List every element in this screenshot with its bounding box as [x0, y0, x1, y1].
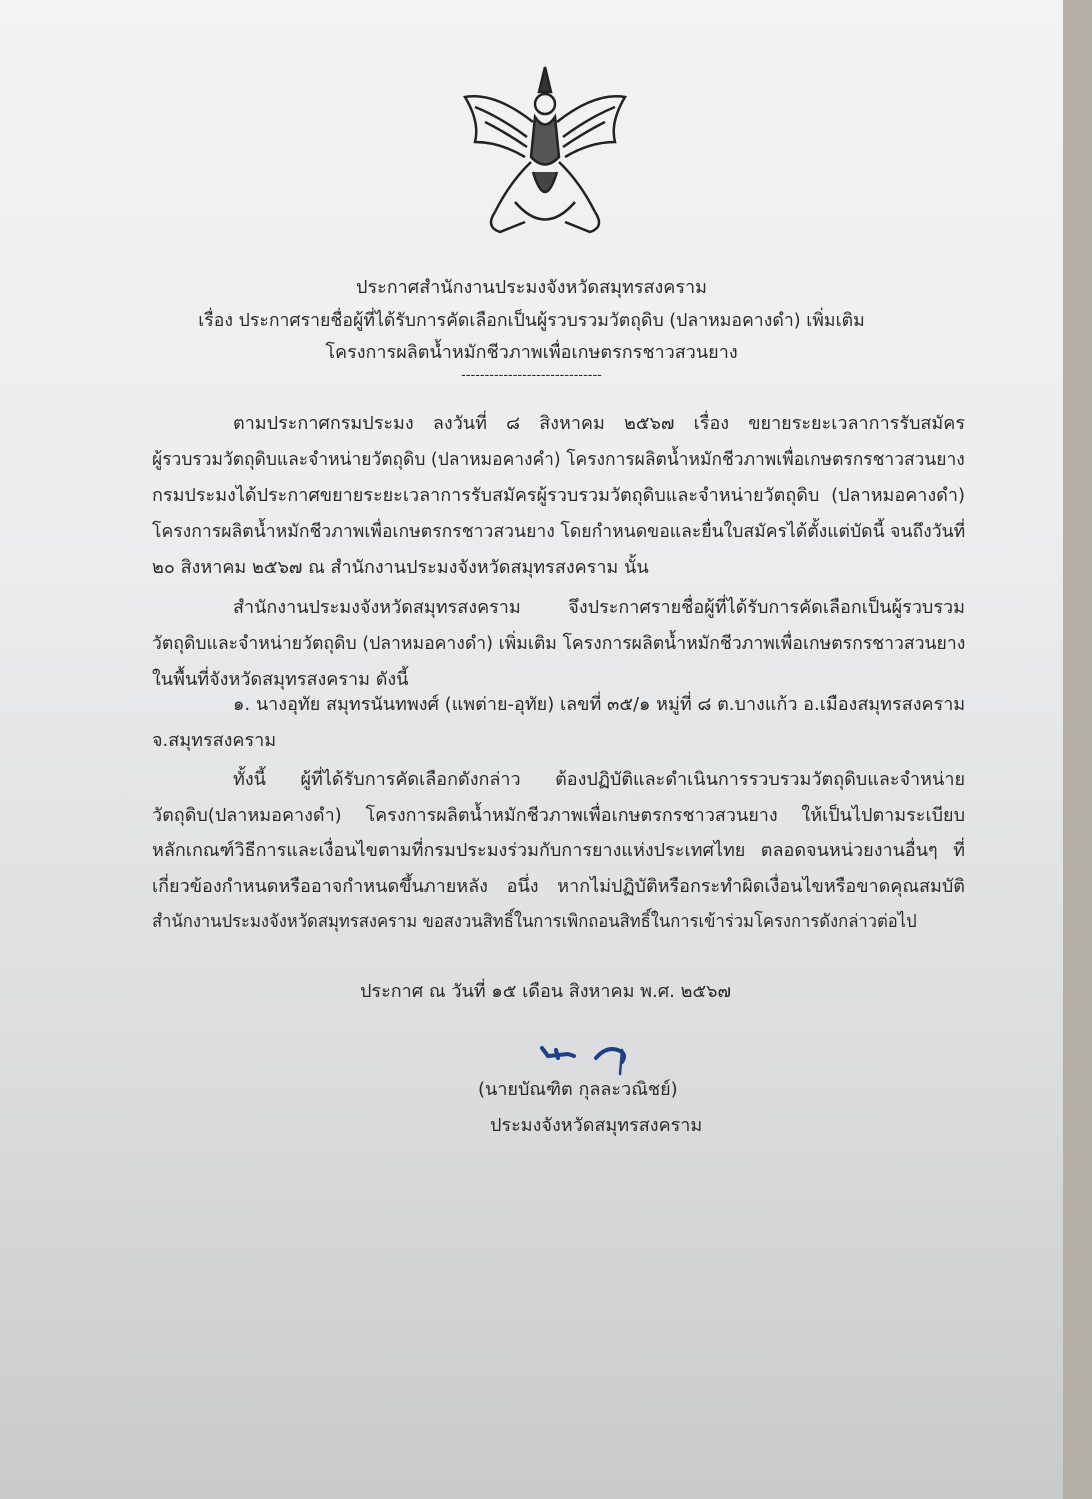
signatory-title: ประมงจังหวัดสมุทรสงคราม — [490, 1115, 703, 1136]
paragraph-1-line: โครงการผลิตน้ำหมักชีวภาพเพื่อเกษตรกรชาวสวนยาง โดยกำหนดขอและยื่นใบสมัครได้ตั้งแต่บัดนี้ จนถึงวันที่ — [152, 521, 966, 542]
paragraph-2-line: สำนักงานประมงจังหวัดสมุทรสงคราม จึงประกาศรายชื่อผู้ที่ได้รับการคัดเลือกเป็นผู้รวบรวม — [233, 597, 965, 618]
list-item-1-cont: จ.สมุทรสงคราม — [152, 730, 277, 751]
paragraph-1-line: ๒๐ สิงหาคม ๒๕๖๗ ณ สำนักงานประมงจังหวัดสมุทรสงคราม นั้น — [152, 557, 649, 578]
announcement-date: ประกาศ ณ วันที่ ๑๕ เดือน สิงหาคม พ.ศ. ๒๕๖๗ — [360, 981, 732, 1002]
signatory-name: (นายบัณฑิต กุลละวณิชย์) — [478, 1079, 678, 1100]
garuda-emblem-icon — [455, 62, 635, 242]
paragraph-3-line: หลักเกณฑ์วิธีการและเงื่อนไขตามที่กรมประมงร่วมกับการยางแห่งประเทศไทย ตลอดจนหน่วยงานอื่นๆ ที่ — [152, 840, 965, 861]
paragraph-3-line: เกี่ยวข้องกำหนดหรืออาจกำหนดขึ้นภายหลัง อนึ่ง หากไม่ปฏิบัติหรือกระทำผิดเงื่อนไขหรือขาดคุณสมบัติ — [152, 876, 965, 897]
paragraph-3-line: ทั้งนี้ ผู้ที่ได้รับการคัดเลือกดังกล่าว ต้องปฏิบัติและดำเนินการรวบรวมวัตถุดิบและจำหน่าย — [233, 769, 965, 790]
header-subject: เรื่อง ประกาศรายชื่อผู้ที่ได้รับการคัดเลือกเป็นผู้รวบรวมวัตถุดิบ (ปลาหมอคางดำ) เพิ่มเติม — [198, 310, 865, 331]
list-item-1: ๑. นางอุทัย สมุทรนันทพงศ์ (แพต่าย-อุทัย) เลขที่ ๓๕/๑ หมู่ที่ ๘ ต.บางแก้ว อ.เมืองสมุทรสงคราม — [233, 694, 966, 715]
header-title: ประกาศสำนักงานประมงจังหวัดสมุทรสงคราม — [356, 277, 707, 298]
paragraph-1-line: ตามประกาศกรมประมง ลงวันที่ ๘ สิงหาคม ๒๕๖๗ เรื่อง ขยายระยะเวลาการรับสมัคร — [233, 413, 965, 434]
paragraph-2-line: วัตถุดิบและจำหน่ายวัตถุดิบ (ปลาหมอคางดำ) เพิ่มเติม โครงการผลิตน้ำหมักชีวภาพเพื่อเกษตรกรชาวสวนยาง — [152, 633, 966, 654]
signature-icon — [538, 1042, 648, 1076]
paragraph-3-line: สำนักงานประมงจังหวัดสมุทรสงคราม ขอสงวนสิทธิ์ในการเพิกถอนสิทธิ์ในการเข้าร่วมโครงการดังกล่าวต่อไป — [152, 911, 917, 932]
paragraph-3-line: วัตถุดิบ(ปลาหมอคางดำ) โครงการผลิตน้ำหมักชีวภาพเพื่อเกษตรกรชาวสวนยาง ให้เป็นไปตามระเบียบ — [152, 805, 965, 826]
header-divider: ------------------------------ — [461, 368, 602, 383]
header-project: โครงการผลิตน้ำหมักชีวภาพเพื่อเกษตรกรชาวสวนยาง — [325, 342, 738, 363]
paragraph-2-line: ในพื้นที่จังหวัดสมุทรสงคราม ดังนี้ — [152, 669, 409, 690]
paragraph-1-line: กรมประมงได้ประกาศขยายระยะเวลาการรับสมัครผู้รวบรวมวัตถุดิบและจำหน่ายวัตถุดิบ (ปลาหมอคางดำ) — [152, 485, 965, 506]
paragraph-1-line: ผู้รวบรวมวัตถุดิบและจำหน่ายวัตถุดิบ (ปลาหมอคางคำ) โครงการผลิตน้ำหมักชีวภาพเพื่อเกษตรกรชาวสวนยาง — [152, 449, 965, 470]
